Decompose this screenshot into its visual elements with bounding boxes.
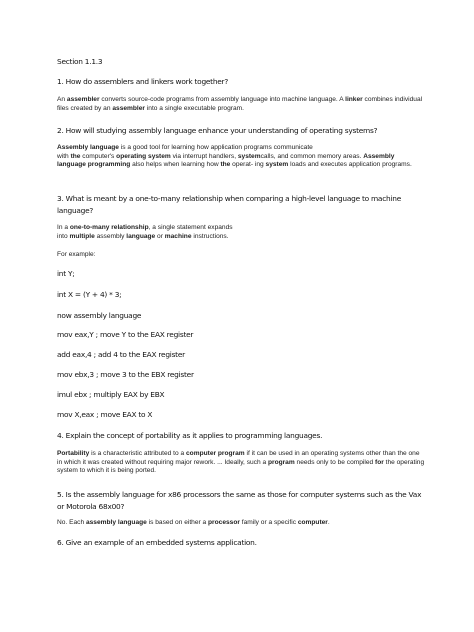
question-5: 5. Is the assembly language for x86 processors the same as those for computer systems such as the Vax or Motorola 68x00? bbox=[57, 490, 422, 511]
answer-4: Portability is a characteristic attributed to a computer program if it can be used in an operating systems other than the one in which it was created without requiring major rework. ... Ideally, such a program needs only to be compiled for the operating system to which it is being ported. bbox=[57, 450, 425, 475]
code-line-2: int X = (Y + 4) * 3; bbox=[57, 290, 122, 299]
code-line-3: now assembly language bbox=[57, 311, 142, 320]
question-3: 3. What is meant by a one-to-many relationship when comparing a high-level language to machine language? bbox=[57, 194, 401, 215]
code-line-8: mov X,eax ; move EAX to X bbox=[57, 410, 153, 419]
question-1: 1. How do assemblers and linkers work together? bbox=[57, 77, 229, 86]
answer-5: No. Each assembly language is based on either a processor family or a specific computer. bbox=[57, 519, 330, 526]
question-4: 4. Explain the concept of portability as it applies to programming languages. bbox=[57, 431, 323, 440]
section-heading: Section 1.1.3 bbox=[57, 57, 103, 66]
question-2: 2. How will studying assembly language enhance your understanding of operating systems? bbox=[57, 126, 378, 135]
code-line-7: imul ebx ; multiply EAX by EBX bbox=[57, 390, 165, 399]
code-line-1: int Y; bbox=[57, 269, 75, 278]
code-line-6: mov ebx,3 ; move 3 to the EBX register bbox=[57, 370, 194, 379]
answer-3: In a one-to-many relationship, a single statement expands into multiple assembly language or machine instructions. bbox=[57, 224, 233, 240]
example-label: For example: bbox=[57, 251, 96, 258]
answer-1: An assembler converts source-code programs from assembly language into machine language. A linker combines individual files created by an assembler into a single executable program. bbox=[57, 96, 423, 112]
code-line-5: add eax,4 ; add 4 to the EAX register bbox=[57, 350, 185, 359]
code-line-4: mov eax,Y ; move Y to the EAX register bbox=[57, 330, 194, 339]
question-6: 6. Give an example of an embedded systems application. bbox=[57, 538, 257, 547]
answer-2: Assembly language is a good tool for learning how application programs communicate with the computer's operating system via interrupt handlers, systemcalls, and common memory areas. Assembly language programming also helps when learning how the operat- ing system loads and executes application programs. bbox=[57, 144, 412, 169]
